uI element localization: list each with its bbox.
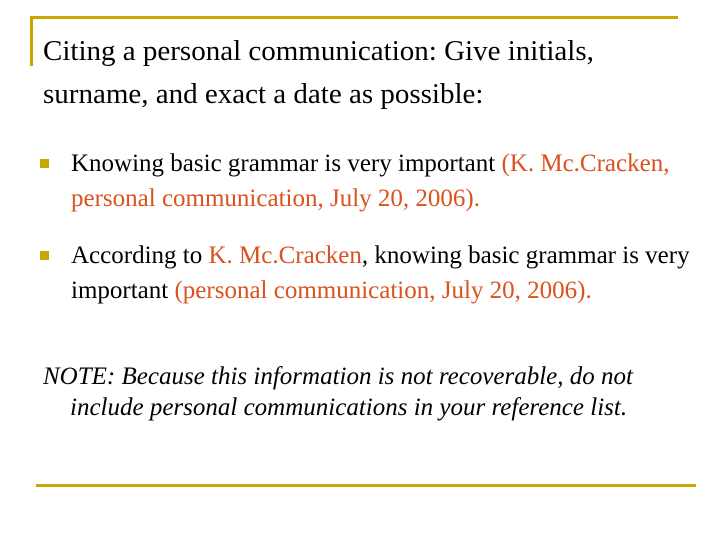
bullet-1-citation: (K. Mc.Cracken, personal communication, July 20, 2006). bbox=[71, 150, 670, 212]
bullet-2-text-middle: , knowing basic grammar is very important bbox=[71, 242, 690, 304]
square-bullet-icon bbox=[40, 251, 49, 260]
bullet-item-1 bbox=[40, 146, 690, 216]
bullet-2-author: K. Mc.Cracken bbox=[208, 242, 362, 269]
bullet-item-2 bbox=[40, 238, 690, 308]
bullet-2-citation: (personal communication, July 20, 2006). bbox=[174, 277, 592, 304]
top-rule bbox=[30, 16, 678, 19]
bullet-list bbox=[40, 146, 690, 330]
square-bullet-icon bbox=[40, 159, 49, 168]
left-rule bbox=[30, 16, 33, 66]
bullet-1-text: Knowing basic grammar is very important bbox=[71, 150, 502, 177]
slide-title: Citing a personal communication: Give initials, surname, and exact a date as possible: bbox=[43, 35, 594, 110]
bullet-2-text-start: According to bbox=[71, 242, 209, 269]
bottom-rule bbox=[36, 484, 696, 487]
note-text: NOTE: Because this information is not recoverable, do not include personal communications in your reference list. bbox=[43, 363, 633, 421]
